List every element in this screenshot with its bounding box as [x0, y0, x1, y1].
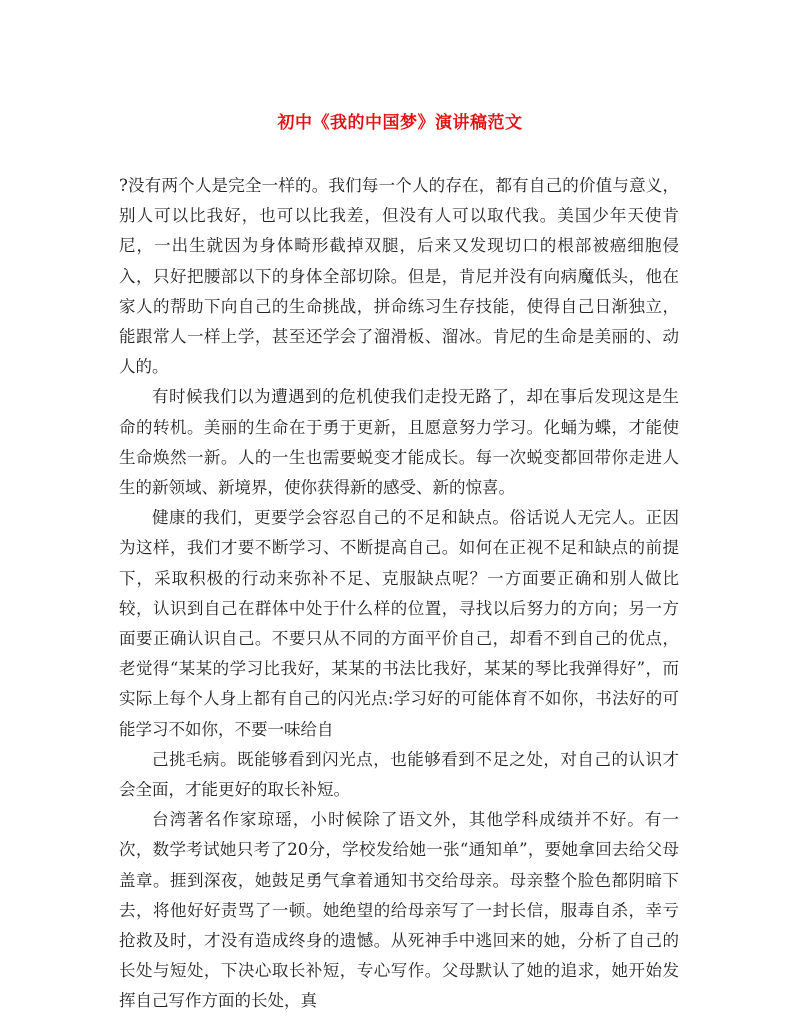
document-body — [119, 171, 679, 1017]
paragraph: 己挑毛病。既能够看到闪光点，也能够看到不足之处，对自己的认识才会全面，才能更好的取长补短。 — [119, 749, 679, 800]
paragraph: 台湾著名作家琼瑶，小时候除了语文外，其他学科成绩并不好。有一次，数学考试她只考了20分，学校发给她一张“通知单”，要她拿回去给父母盖章。捱到深夜，她鼓足勇气拿着通知书交给母亲。母亲整个脸色都阴暗下去，将他好好责骂了一顿。她绝望的给母亲写了一封长信，服毒自杀，幸亏抢救及时，才没有造成终身的遗憾。从死神手中逃回来的她，分析了自己的长处与短处，下决心取长补短，专心写作。父母默认了她的追求，她开始发挥自己写作方面的长处，真 — [119, 810, 679, 1011]
document-title: 初中《我的中国梦》演讲稿范文 — [277, 113, 523, 133]
paragraph: 健康的我们，更要学会容忍自己的不足和缺点。俗话说人无完人。正因为这样，我们才要不断学习、不断提高自己。如何在正视不足和缺点的前提下，采取积极的行动来弥补不足、克服缺点呢？一方面要正确和别人做比较，认识到自己在群体中处于什么样的位置，寻找以后努力的方向；另一方面要正确认识自己。不要只从不同的方面平价自己，却看不到自己的优点，老觉得“某某的学习比我好，某某的书法比我好，某某的琴比我弹得好”，而实际上每个人身上都有自己的闪光点:学习好的可能体育不如你，书法好的可能学习不如你，不要一味给自 — [119, 508, 679, 739]
paragraph: 有时候我们以为遭遇到的危机使我们走投无路了，却在事后发现这是生命的转机。美丽的生命在于勇于更新，且愿意努力学习。化蛹为蝶，才能使生命焕然一新。人的一生也需要蜕变才能成长。每一次蜕变都回带你走进人生的新领域、新境界，使你获得新的感受、新的惊喜。 — [119, 387, 679, 498]
paragraph: ?没有两个人是完全一样的。我们每一个人的存在，都有自己的价值与意义，别人可以比我好，也可以比我差，但没有人可以取代我。美国少年天使肯尼，一出生就因为身体畸形截掉双腿，后来又发现切口的根部被癌细胞侵入，只好把腰部以下的身体全部切除。但是，肯尼并没有向病魔低头，他在家人的帮助下向自己的生命挑战，拼命练习生存技能，使得自己日渐独立，能跟常人一样上学，甚至还学会了溜滑板、溜冰。肯尼的生命是美丽的、动人的。 — [119, 176, 679, 377]
